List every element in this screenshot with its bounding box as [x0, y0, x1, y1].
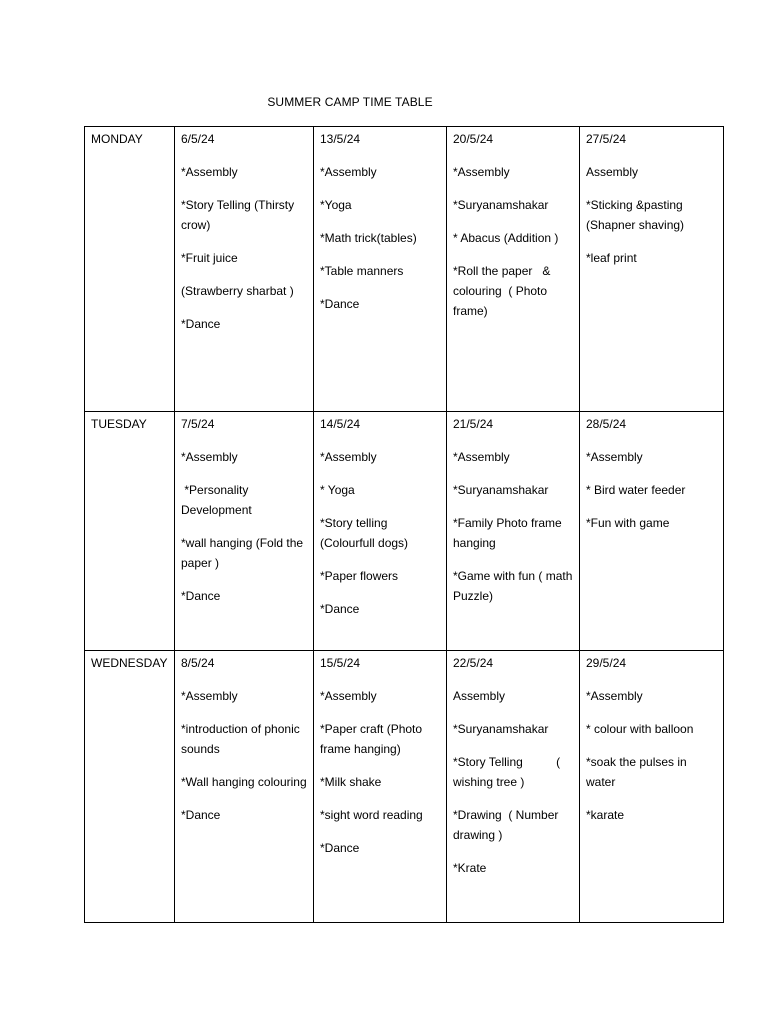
activity-item: *wall hanging (Fold the paper )	[181, 536, 307, 570]
table-row	[85, 127, 724, 412]
schedule-cell	[447, 127, 580, 412]
activity-item: Assembly	[453, 689, 506, 703]
activity-item: *Story Telling ( wishing tree )	[453, 755, 564, 789]
activity-item: * Yoga	[320, 483, 355, 497]
activity-item: *Dance	[181, 808, 221, 822]
schedule-cell	[447, 651, 580, 923]
activity-item: *Paper flowers	[320, 569, 399, 583]
date-label: 7/5/24	[181, 417, 215, 431]
activity-item: * colour with balloon	[586, 722, 694, 736]
activity-item: (Strawberry sharbat )	[181, 284, 294, 298]
activity-item: *introduction of phonic sounds	[181, 722, 304, 756]
timetable	[84, 126, 724, 923]
activity-item: *Personality Development	[181, 483, 252, 517]
activity-item: *Table manners	[320, 264, 404, 278]
day-cell	[85, 651, 175, 923]
activity-item: *Paper craft (Photo frame hanging)	[320, 722, 426, 756]
activity-item: *soak the pulses in water	[586, 755, 691, 789]
schedule-cell	[580, 651, 724, 923]
activity-item: *Wall hanging colouring	[181, 775, 307, 789]
activity-item: *Dance	[181, 589, 221, 603]
activity-item: *Drawing ( Number drawing )	[453, 808, 562, 842]
table-row	[85, 412, 724, 651]
activity-item: * Bird water feeder	[586, 483, 686, 497]
document-title: SUMMER CAMP TIME TABLE	[267, 95, 433, 109]
schedule-cell	[447, 412, 580, 651]
day-label: WEDNESDAY	[91, 656, 168, 670]
activity-item: *Yoga	[320, 198, 352, 212]
activity-item: * Abacus (Addition )	[453, 231, 559, 245]
activity-item: *Assembly	[453, 450, 510, 464]
activity-item: Assembly	[586, 165, 639, 179]
activity-item: *Assembly	[320, 689, 377, 703]
activity-item: *Assembly	[181, 689, 238, 703]
date-label: 6/5/24	[181, 132, 215, 146]
activity-item: *Dance	[320, 841, 360, 855]
table-row	[85, 651, 724, 923]
day-label: TUESDAY	[91, 417, 147, 431]
activity-item: *Milk shake	[320, 775, 382, 789]
schedule-cell	[175, 412, 314, 651]
activity-item: *Assembly	[586, 689, 643, 703]
activity-item: *Suryanamshakar	[453, 198, 549, 212]
date-label: 28/5/24	[586, 417, 627, 431]
date-label: 22/5/24	[453, 656, 494, 670]
activity-item: *Game with fun ( math Puzzle)	[453, 569, 576, 603]
day-cell	[85, 412, 175, 651]
activity-item: *Dance	[320, 297, 360, 311]
activity-item: *Assembly	[181, 165, 238, 179]
schedule-cell	[314, 127, 447, 412]
day-label: MONDAY	[91, 132, 143, 146]
date-label: 29/5/24	[586, 656, 627, 670]
schedule-cell	[175, 651, 314, 923]
activity-item: *Assembly	[586, 450, 643, 464]
date-label: 21/5/24	[453, 417, 494, 431]
schedule-cell	[314, 412, 447, 651]
activity-item: *Dance	[320, 602, 360, 616]
activity-item: *Assembly	[320, 450, 377, 464]
activity-item: *Fun with game	[586, 516, 670, 530]
activity-item: *Suryanamshakar	[453, 483, 549, 497]
activity-item: *Krate	[453, 861, 487, 875]
schedule-cell	[580, 412, 724, 651]
activity-item: *Assembly	[320, 165, 377, 179]
activity-item: *Assembly	[181, 450, 238, 464]
schedule-cell	[314, 651, 447, 923]
date-label: 20/5/24	[453, 132, 494, 146]
activity-item: *Sticking &pasting (Shapner shaving)	[586, 198, 687, 232]
activity-item: *Assembly	[453, 165, 510, 179]
activity-item: *Story Telling (Thirsty crow)	[181, 198, 298, 232]
date-label: 8/5/24	[181, 656, 215, 670]
activity-item: *Suryanamshakar	[453, 722, 549, 736]
activity-item: *karate	[586, 808, 625, 822]
activity-item: *leaf print	[586, 251, 637, 265]
date-label: 27/5/24	[586, 132, 627, 146]
date-label: 15/5/24	[320, 656, 361, 670]
date-label: 14/5/24	[320, 417, 361, 431]
activity-item: *Fruit juice	[181, 251, 238, 265]
schedule-cell	[175, 127, 314, 412]
activity-item: *Roll the paper & colouring ( Photo frame)	[453, 264, 554, 318]
activity-item: *Dance	[181, 317, 221, 331]
date-label: 13/5/24	[320, 132, 361, 146]
day-cell	[85, 127, 175, 412]
activity-item: *Math trick(tables)	[320, 231, 417, 245]
activity-item: *sight word reading	[320, 808, 423, 822]
schedule-cell	[580, 127, 724, 412]
activity-item: *Family Photo frame hanging	[453, 516, 566, 550]
activity-item: *Story telling (Colourfull dogs)	[320, 516, 409, 550]
